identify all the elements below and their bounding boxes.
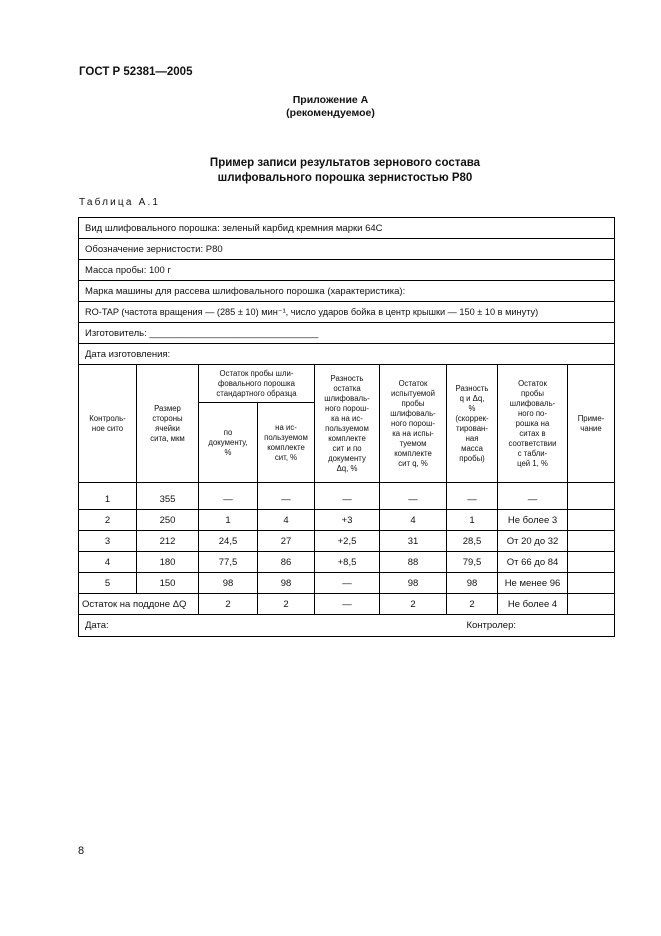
cell-size: 150: [137, 573, 199, 594]
info-grit: Обозначение зернистости: Р80: [79, 239, 615, 260]
info-manufacture-date: Дата изготовления:: [79, 344, 615, 365]
cell-note: [568, 531, 615, 552]
col-header-note: Приме- чание: [568, 365, 615, 483]
cell-note: [568, 594, 615, 615]
cell-by-document: 98: [199, 573, 258, 594]
cell-by-document: —: [199, 489, 258, 510]
cell-on-set: 98: [258, 573, 315, 594]
cell-by-table: Не более 3: [498, 510, 568, 531]
cell-corrected: —: [447, 489, 498, 510]
cell-sieve: 2: [79, 510, 137, 531]
col-header-corrected: Разность q и Δq, % (скоррек- тирован- ная масса пробы): [447, 365, 498, 483]
cell-sieve: 1: [79, 489, 137, 510]
cell-size: 250: [137, 510, 199, 531]
cell-by-table: От 66 до 84: [498, 552, 568, 573]
cell-difference: +2,5: [315, 531, 380, 552]
cell-difference: +3: [315, 510, 380, 531]
title-line-1: Пример записи результатов зернового состава: [209, 157, 481, 169]
cell-by-document: 24,5: [199, 531, 258, 552]
cell-note: [568, 489, 615, 510]
footer-row: [79, 615, 615, 637]
info-manufacturer: Изготовитель: ________________________________: [79, 323, 615, 344]
title-line-2: шлифовального порошка зернистостью Р80: [217, 172, 473, 184]
cell-by-table: —: [498, 489, 568, 510]
info-machine: Марка машины для рассева шлифовального порошка (характеристика):: [79, 281, 615, 302]
col-header-standard-group: Остаток пробы шли- фовального порошка стандартного образца: [199, 365, 315, 403]
cell-on-set: 86: [258, 552, 315, 573]
col-header-on-set: на ис- пользуемом комплекте сит, %: [258, 403, 315, 483]
cell-by-table: Не менее 96: [498, 573, 568, 594]
appendix-heading: [0, 94, 661, 120]
cell-on-set: 2: [258, 594, 315, 615]
cell-corrected: 98: [447, 573, 498, 594]
cell-size: 180: [137, 552, 199, 573]
cell-note: [568, 573, 615, 594]
cell-on-set: —: [258, 489, 315, 510]
table-row: [79, 510, 615, 531]
cell-by-document: 77,5: [199, 552, 258, 573]
residue-label: Остаток на поддоне ΔQ: [79, 594, 199, 615]
cell-by-document: 1: [199, 510, 258, 531]
page-number: 8: [78, 845, 85, 857]
cell-corrected: 79,5: [447, 552, 498, 573]
cell-corrected: 1: [447, 510, 498, 531]
cell-corrected: 2: [447, 594, 498, 615]
cell-by-table: От 20 до 32: [498, 531, 568, 552]
table-row: [79, 552, 615, 573]
table-row: [79, 531, 615, 552]
appendix-title: Приложение А: [292, 94, 369, 106]
col-header-sieve: Контроль- ное сито: [79, 365, 137, 483]
cell-sieve: 5: [79, 573, 137, 594]
cell-tested: 98: [380, 573, 447, 594]
cell-tested: 88: [380, 552, 447, 573]
footer-controller: Контролер:: [466, 620, 517, 631]
cell-size: 212: [137, 531, 199, 552]
cell-by-document: 2: [199, 594, 258, 615]
cell-note: [568, 510, 615, 531]
info-machine-spec: RO-TAP (частота вращения — (285 ± 10) мин⁻¹, число ударов бойка в центр крышки — 150 ± 10 в минуту): [79, 302, 615, 323]
col-header-size: Размер стороны ячейки сита, мкм: [137, 365, 199, 483]
results-table: [78, 217, 615, 637]
table-label: Таблица А.1: [79, 197, 161, 208]
cell-sieve: 4: [79, 552, 137, 573]
document-title: [0, 156, 661, 186]
info-mass: Масса пробы: 100 г: [79, 260, 615, 281]
info-kind: Вид шлифовального порошка: зеленый карбид кремния марки 64С: [79, 218, 615, 239]
col-header-tested: Остаток испытуемой пробы шлифоваль- ного порош- ка на испы- туемом комплекте сит q, %: [380, 365, 447, 483]
cell-tested: 2: [380, 594, 447, 615]
appendix-subtitle: (рекомендуемое): [286, 107, 375, 119]
cell-difference: —: [315, 573, 380, 594]
col-header-difference: Разность остатка шлифоваль- ного порош- ка на ис- пользуемом комплекте сит и по документу Δq, %: [315, 365, 380, 483]
col-header-by-document: по документу, %: [199, 403, 258, 483]
cell-size: 355: [137, 489, 199, 510]
cell-sieve: 3: [79, 531, 137, 552]
table-row: [79, 573, 615, 594]
cell-corrected: 28,5: [447, 531, 498, 552]
cell-difference: —: [315, 489, 380, 510]
cell-by-table: Не более 4: [498, 594, 568, 615]
cell-difference: —: [315, 594, 380, 615]
table-row: [79, 489, 615, 510]
document-code: ГОСТ Р 52381—2005: [79, 66, 193, 78]
cell-tested: 4: [380, 510, 447, 531]
cell-difference: +8,5: [315, 552, 380, 573]
cell-tested: —: [380, 489, 447, 510]
col-header-by-table: Остаток пробы шлифоваль- ного по- рошка на ситах в соответствии с табли- цей 1, %: [498, 365, 568, 483]
cell-tested: 31: [380, 531, 447, 552]
residue-row: [79, 594, 615, 615]
cell-note: [568, 552, 615, 573]
cell-on-set: 4: [258, 510, 315, 531]
footer-date: Дата:: [85, 620, 109, 631]
cell-on-set: 27: [258, 531, 315, 552]
